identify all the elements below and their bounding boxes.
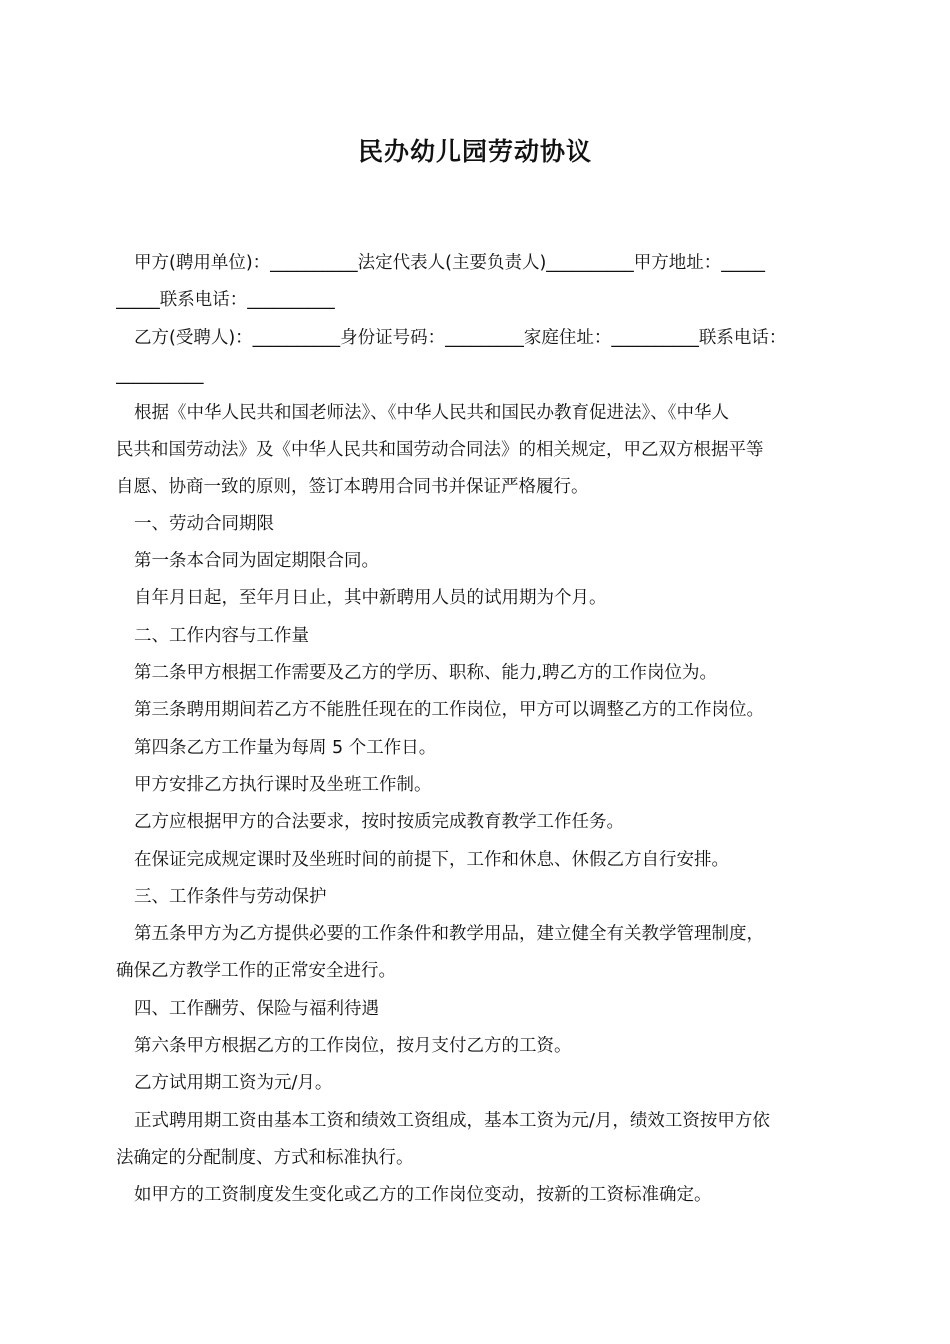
article-3: 第三条聘用期间若乙方不能胜任现在的工作岗位，甲方可以调整乙方的工作岗位。 bbox=[134, 700, 764, 720]
preamble-line-2: 民共和国劳动法》及《中华人民共和国劳动合同法》的相关规定，甲乙双方根据平等 bbox=[116, 440, 764, 460]
document-title: 民办幼儿园劳动协议 bbox=[357, 137, 592, 166]
article-5-line-1: 第五条甲方为乙方提供必要的工作条件和教学用品，建立健全有关教学管理制度， bbox=[134, 924, 764, 944]
article-4: 第四条乙方工作量为每周 5 个工作日。 bbox=[134, 738, 437, 758]
party-a-line-2: _____联系电话：__________ bbox=[116, 290, 335, 310]
section-heading-4: 四、工作酬劳、保险与福利待遇 bbox=[134, 999, 379, 1019]
preamble-line-1: 根据《中华人民共和国老师法》、《中华人民共和国民办教育促进法》、《中华人 bbox=[134, 403, 729, 423]
article-1: 第一条本合同为固定期限合同。 bbox=[134, 551, 379, 571]
term-period: 自年月日起，至年月日止，其中新聘用人员的试用期为个月。 bbox=[134, 588, 607, 608]
party-b-line-2: __________ bbox=[116, 365, 204, 385]
section-heading-3: 三、工作条件与劳动保护 bbox=[134, 887, 327, 907]
article-4-clause-3: 在保证完成规定课时及坐班时间的前提下，工作和休息、休假乙方自行安排。 bbox=[134, 850, 729, 870]
article-4-clause-2: 乙方应根据甲方的合法要求，按时按质完成教育教学工作任务。 bbox=[134, 812, 624, 832]
article-5-line-2: 确保乙方教学工作的正常安全进行。 bbox=[116, 961, 396, 981]
party-a-line-1: 甲方(聘用单位)：__________法定代表人(主要负责人)__________甲方地址：_____ bbox=[134, 253, 766, 273]
formal-salary-line-2: 法确定的分配制度、方式和标准执行。 bbox=[116, 1148, 414, 1168]
salary-change-clause: 如甲方的工资制度发生变化或乙方的工作岗位变动，按新的工资标准确定。 bbox=[134, 1185, 712, 1205]
formal-salary-line-1: 正式聘用期工资由基本工资和绩效工资组成，基本工资为元/月，绩效工资按甲方依 bbox=[134, 1111, 770, 1131]
probation-salary: 乙方试用期工资为元/月。 bbox=[134, 1073, 333, 1093]
article-2: 第二条甲方根据工作需要及乙方的学历、职称、能力,聘乙方的工作岗位为。 bbox=[134, 663, 718, 683]
article-4-clause-1: 甲方安排乙方执行课时及坐班工作制。 bbox=[134, 775, 432, 795]
section-heading-2: 二、工作内容与工作量 bbox=[134, 626, 309, 646]
preamble-line-3: 自愿、协商一致的原则，签订本聘用合同书并保证严格履行。 bbox=[116, 477, 589, 497]
section-heading-1: 一、劳动合同期限 bbox=[134, 514, 274, 534]
article-6: 第六条甲方根据乙方的工作岗位，按月支付乙方的工资。 bbox=[134, 1036, 572, 1056]
party-b-line-1: 乙方(受聘人)：__________身份证号码：_________家庭住址：__________联系电话： bbox=[134, 328, 787, 348]
